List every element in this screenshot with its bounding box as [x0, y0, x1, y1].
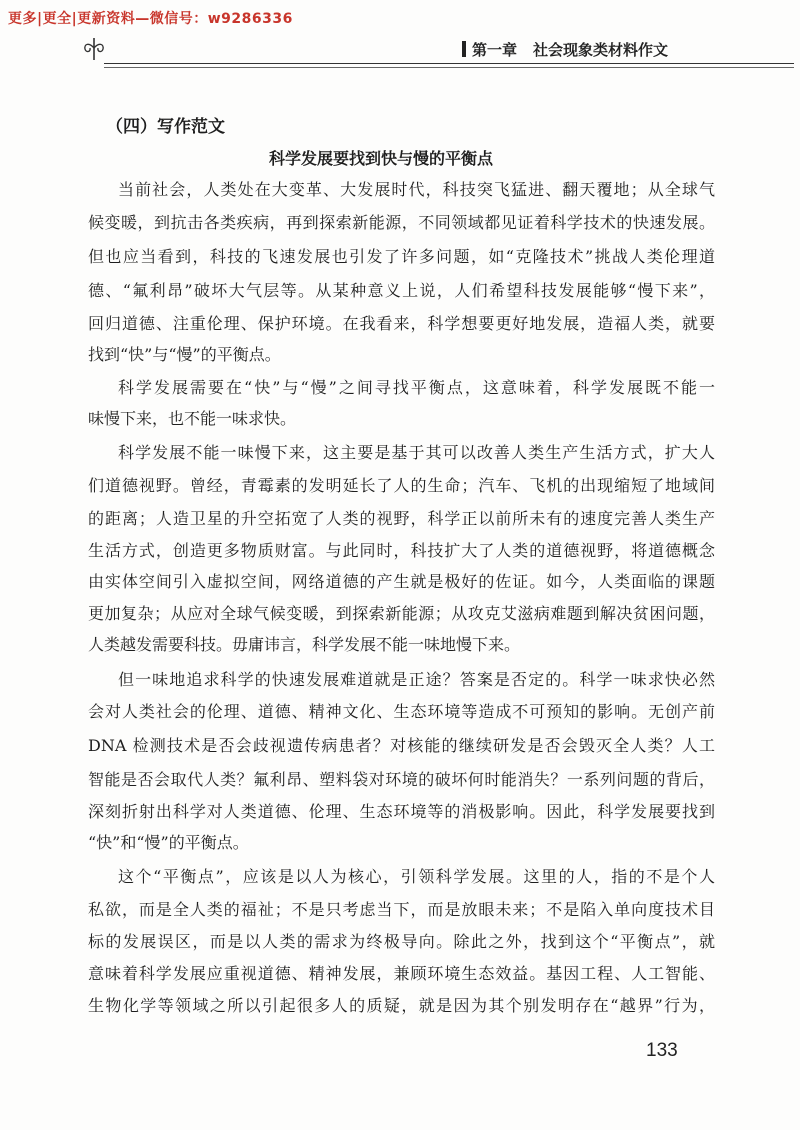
header-rule-thin: [104, 67, 794, 68]
watermark-text: 更多|更全|更新资料—微信号：w9286336: [8, 11, 293, 27]
essay-line: 人类越发需要科技。毋庸讳言，科学发展不能一味地慢下来。: [88, 635, 521, 654]
essay-line: 这个“平衡点”，应该是以人为核心，引领科学发展。这里的人，指的不是个人: [118, 867, 715, 886]
essay-line: 标的发展误区，而是以人类的需求为终极导向。除此之外，找到这个“平衡点”，就: [88, 932, 715, 951]
essay-line: 由实体空间引入虚拟空间，网络道德的产生就是极好的佐证。如今，人类面临的课题: [88, 572, 715, 591]
essay-line: 生活方式，创造更多物质财富。与此同时，科技扩大了人类的道德视野，将道德概念: [88, 541, 715, 560]
essay-line: 候变暖，到抗击各类疾病，再到探索新能源，不同领域都见证着科学技术的快速发展。: [88, 213, 715, 232]
essay-line: 味慢下来，也不能一味求快。: [88, 409, 297, 428]
essay-line: 生物化学等领域之所以引起很多人的质疑，就是因为其个别发明存在“越界”行为，: [88, 996, 715, 1015]
essay-line: 当前社会，人类处在大变革、大发展时代，科技突飞猛进、翻天覆地；从全球气: [118, 180, 715, 199]
section-heading: （四）写作范文: [106, 117, 225, 137]
header-bar-icon: [462, 41, 466, 57]
essay-line: 更加复杂；从应对全球气候变暖，到探索新能源；从攻克艾滋病难题到解决贫困问题，: [88, 604, 715, 623]
essay-line: 回归道德、注重伦理、保护环境。在我看来，科学想要更好地发展，造福人类，就要: [88, 314, 715, 333]
essay-line: 会对人类社会的伦理、道德、精神文化、生态环境等造成不可预知的影响。无创产前: [88, 702, 715, 721]
essay-line: 深刻折射出科学对人类道德、伦理、生态环境等的消极影响。因此，科学发展要找到: [88, 802, 715, 821]
header-chapter: 第一章: [472, 41, 518, 59]
essay-line: 科学发展不能一味慢下来，这主要是基于其可以改善人类生产生活方式，扩大人: [118, 443, 715, 462]
essay-line: 私欲，而是全人类的福祉；不是只考虑当下，而是放眼未来；不是陷入单向度技术目: [88, 900, 715, 919]
essay-line: 智能是否会取代人类？氟利昂、塑料袋对环境的破坏何时能消失？一系列问题的背后，: [88, 770, 715, 789]
essay-line: 但也应当看到，科技的飞速发展也引发了许多问题，如“克隆技术”挑战人类伦理道: [88, 247, 715, 266]
essay-line: 但一味地追求科学的快速发展难道就是正途？答案是否定的。科学一味求快必然: [118, 670, 715, 689]
essay-line: DNA 检测技术是否会歧视遗传病患者？对核能的继续研发是否会毁灭全人类？人工: [88, 736, 715, 755]
essay-line: 意味着科学发展应重视道德、精神发展，兼顾环境生态效益。基因工程、人工智能、: [88, 964, 715, 983]
essay-line: 科学发展需要在“快”与“慢”之间寻找平衡点，这意味着，科学发展既不能一: [118, 378, 715, 397]
essay-title: 科学发展要找到快与慢的平衡点: [268, 149, 493, 168]
page-number: 133: [646, 1040, 678, 1061]
running-header: [456, 38, 674, 62]
essay-line: 德、“氟利昂”破坏大气层等。从某种意义上说，人们希望科技发展能够“慢下来”，: [88, 281, 715, 300]
essay-line: 的距离；人造卫星的升空拓宽了人类的视野，科学正以前所未有的速度完善人类生产: [88, 509, 715, 528]
ornament-icon: [82, 36, 106, 62]
header-title: 社会现象类材料作文: [533, 41, 669, 59]
essay-line: 找到“快”与“慢”的平衡点。: [88, 345, 281, 364]
essay-line: “快”和“慢”的平衡点。: [88, 833, 249, 852]
essay-line: 们道德视野。曾经，青霉素的发明延长了人的生命；汽车、飞机的出现缩短了地域间: [88, 476, 715, 495]
header-rule: [104, 63, 794, 64]
